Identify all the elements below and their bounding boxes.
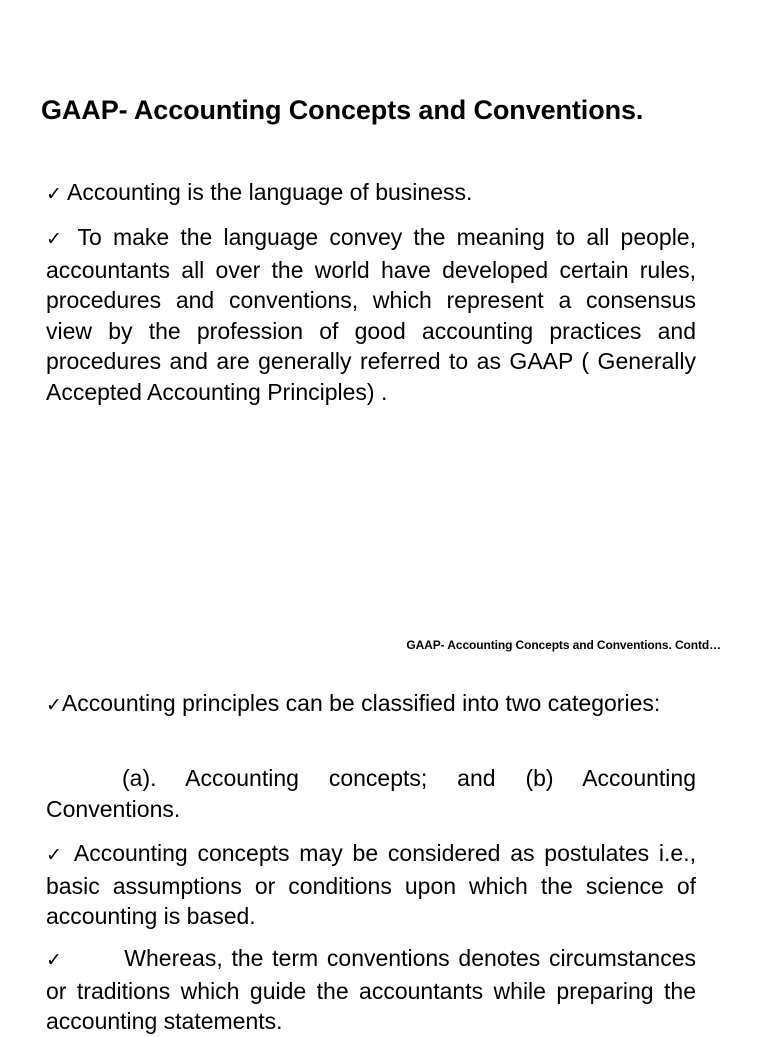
bullet-paragraph-conventions <box>46 943 696 1037</box>
checkmark-icon: ✓ <box>46 694 62 716</box>
slide-2 <box>0 600 768 1035</box>
paragraph-text: Whereas, the term conventions denotes circumstances or traditions which guide the accountants while preparing the accounting statements. <box>46 945 696 1035</box>
checkmark-icon: ✓ <box>46 183 62 205</box>
bullet-paragraph-concepts <box>46 838 696 932</box>
slide-title: GAAP- Accounting Concepts and Conventions. <box>41 95 644 125</box>
paragraph-text: Accounting principles can be classified into two categories: <box>61 690 661 716</box>
bullet-paragraph-gaap-definition <box>46 222 696 408</box>
slide-header: GAAP- Accounting Concepts and Conventions. Contd… <box>406 638 721 652</box>
paragraph-categories <box>46 763 696 824</box>
paragraph-text: (a). Accounting concepts; and (b) Accounting Conventions. <box>46 765 696 822</box>
bullet-paragraph-classification <box>46 688 696 721</box>
paragraph-text: To make the language convey the meaning to all people, accountants all over the world have developed certain rules, procedures and conventions, which represent a consensus view by the profession of good accounting practices and procedures and are generally referred to as GAAP ( Generally Accepted Accounting Principles) . <box>46 224 696 405</box>
checkmark-icon: ✓ <box>46 949 65 971</box>
checkmark-icon: ✓ <box>46 844 66 866</box>
bullet-paragraph-language <box>46 177 696 210</box>
paragraph-text: Accounting is the language of business. <box>67 179 473 205</box>
paragraph-text: Accounting concepts may be considered as postulates i.e., basic assumptions or conditions upon which the science of accounting is based. <box>46 840 697 930</box>
checkmark-icon: ✓ <box>46 228 67 250</box>
